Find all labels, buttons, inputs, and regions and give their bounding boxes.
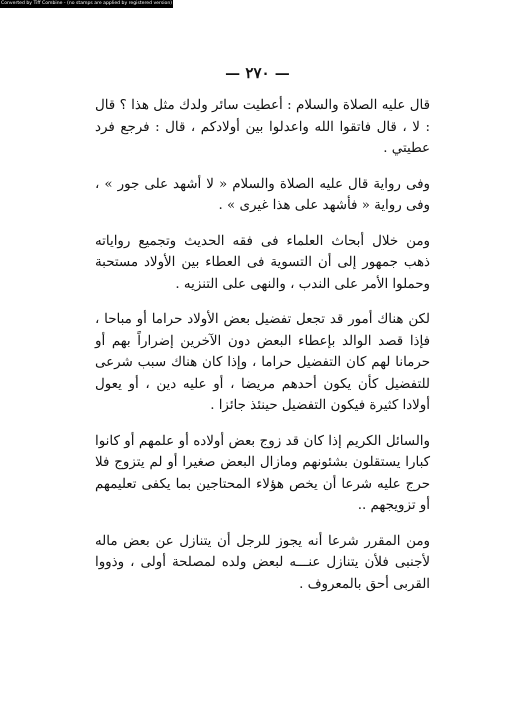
paragraph-4: لكن هناك أمور قد تجعل تفضيل بعض الأولاد حراما أو مباحا ، فإذا قصد الوالد بإعطاء البعض دون الآخرين إضراراً بهم أو حرمانا لهم كان التفضيل حراما ، وإذا كان هناك سبب شرعى للتفضيل كأن يكون أحدهم مريضا ، أو عليه دين ، أو يعول أولادا كثيرة فيكون التفضيل حينئذ جائزا . — [95, 312, 430, 413]
paragraph-2: وفى رواية قال عليه الصلاة والسلام « لا أشهد على جور » ، وفى رواية « فأشهد على هذا غيرى » . — [95, 176, 430, 213]
converter-banner: Converted by Tiff Combine - (no stamps are applied by registered version) — [1, 1, 173, 6]
paragraph-1: قال عليه الصلاة والسلام : أعطيت سائر ولدك مثل هذا ؟ قال : لا ، قال فاتقوا الله واعدلوا بين أولادكم ، قال : فرجع فرد عطيتي . — [95, 98, 430, 156]
paragraph-3: ومن خلال أبحاث العلماء فى فقه الحديث وتجميع رواياته ذهب جمهور إلى أن التسوية فى العطاء بين الأولاد مستحبة وحملوا الأمر على الندب ، والنهى على التنزيه . — [95, 233, 430, 292]
paragraph-6: ومن المقرر شرعا أنه يجوز للرجل أن يتنازل عن بعض ماله لأجنبى فلأن يتنازل عنـــه لبعض ولده لمصلحة أولى ، وذووا القربى أحق بالمعروف . — [95, 533, 430, 592]
paragraph-5: والسائل الكريم إذا كان قد زوج بعض أولاده أو علمهم أو كانوا كبارا يستقلون بشئونهم ومازال البعض صغيرا أو لم يتزوج فلا حرج عليه شرعا أن يخص هؤلاء المحتاجين بما يكفى تعليمهم أو تزويجهم .. — [95, 433, 430, 513]
page-body — [95, 95, 430, 595]
page-number: — ٢٧٠ — — [225, 64, 290, 82]
